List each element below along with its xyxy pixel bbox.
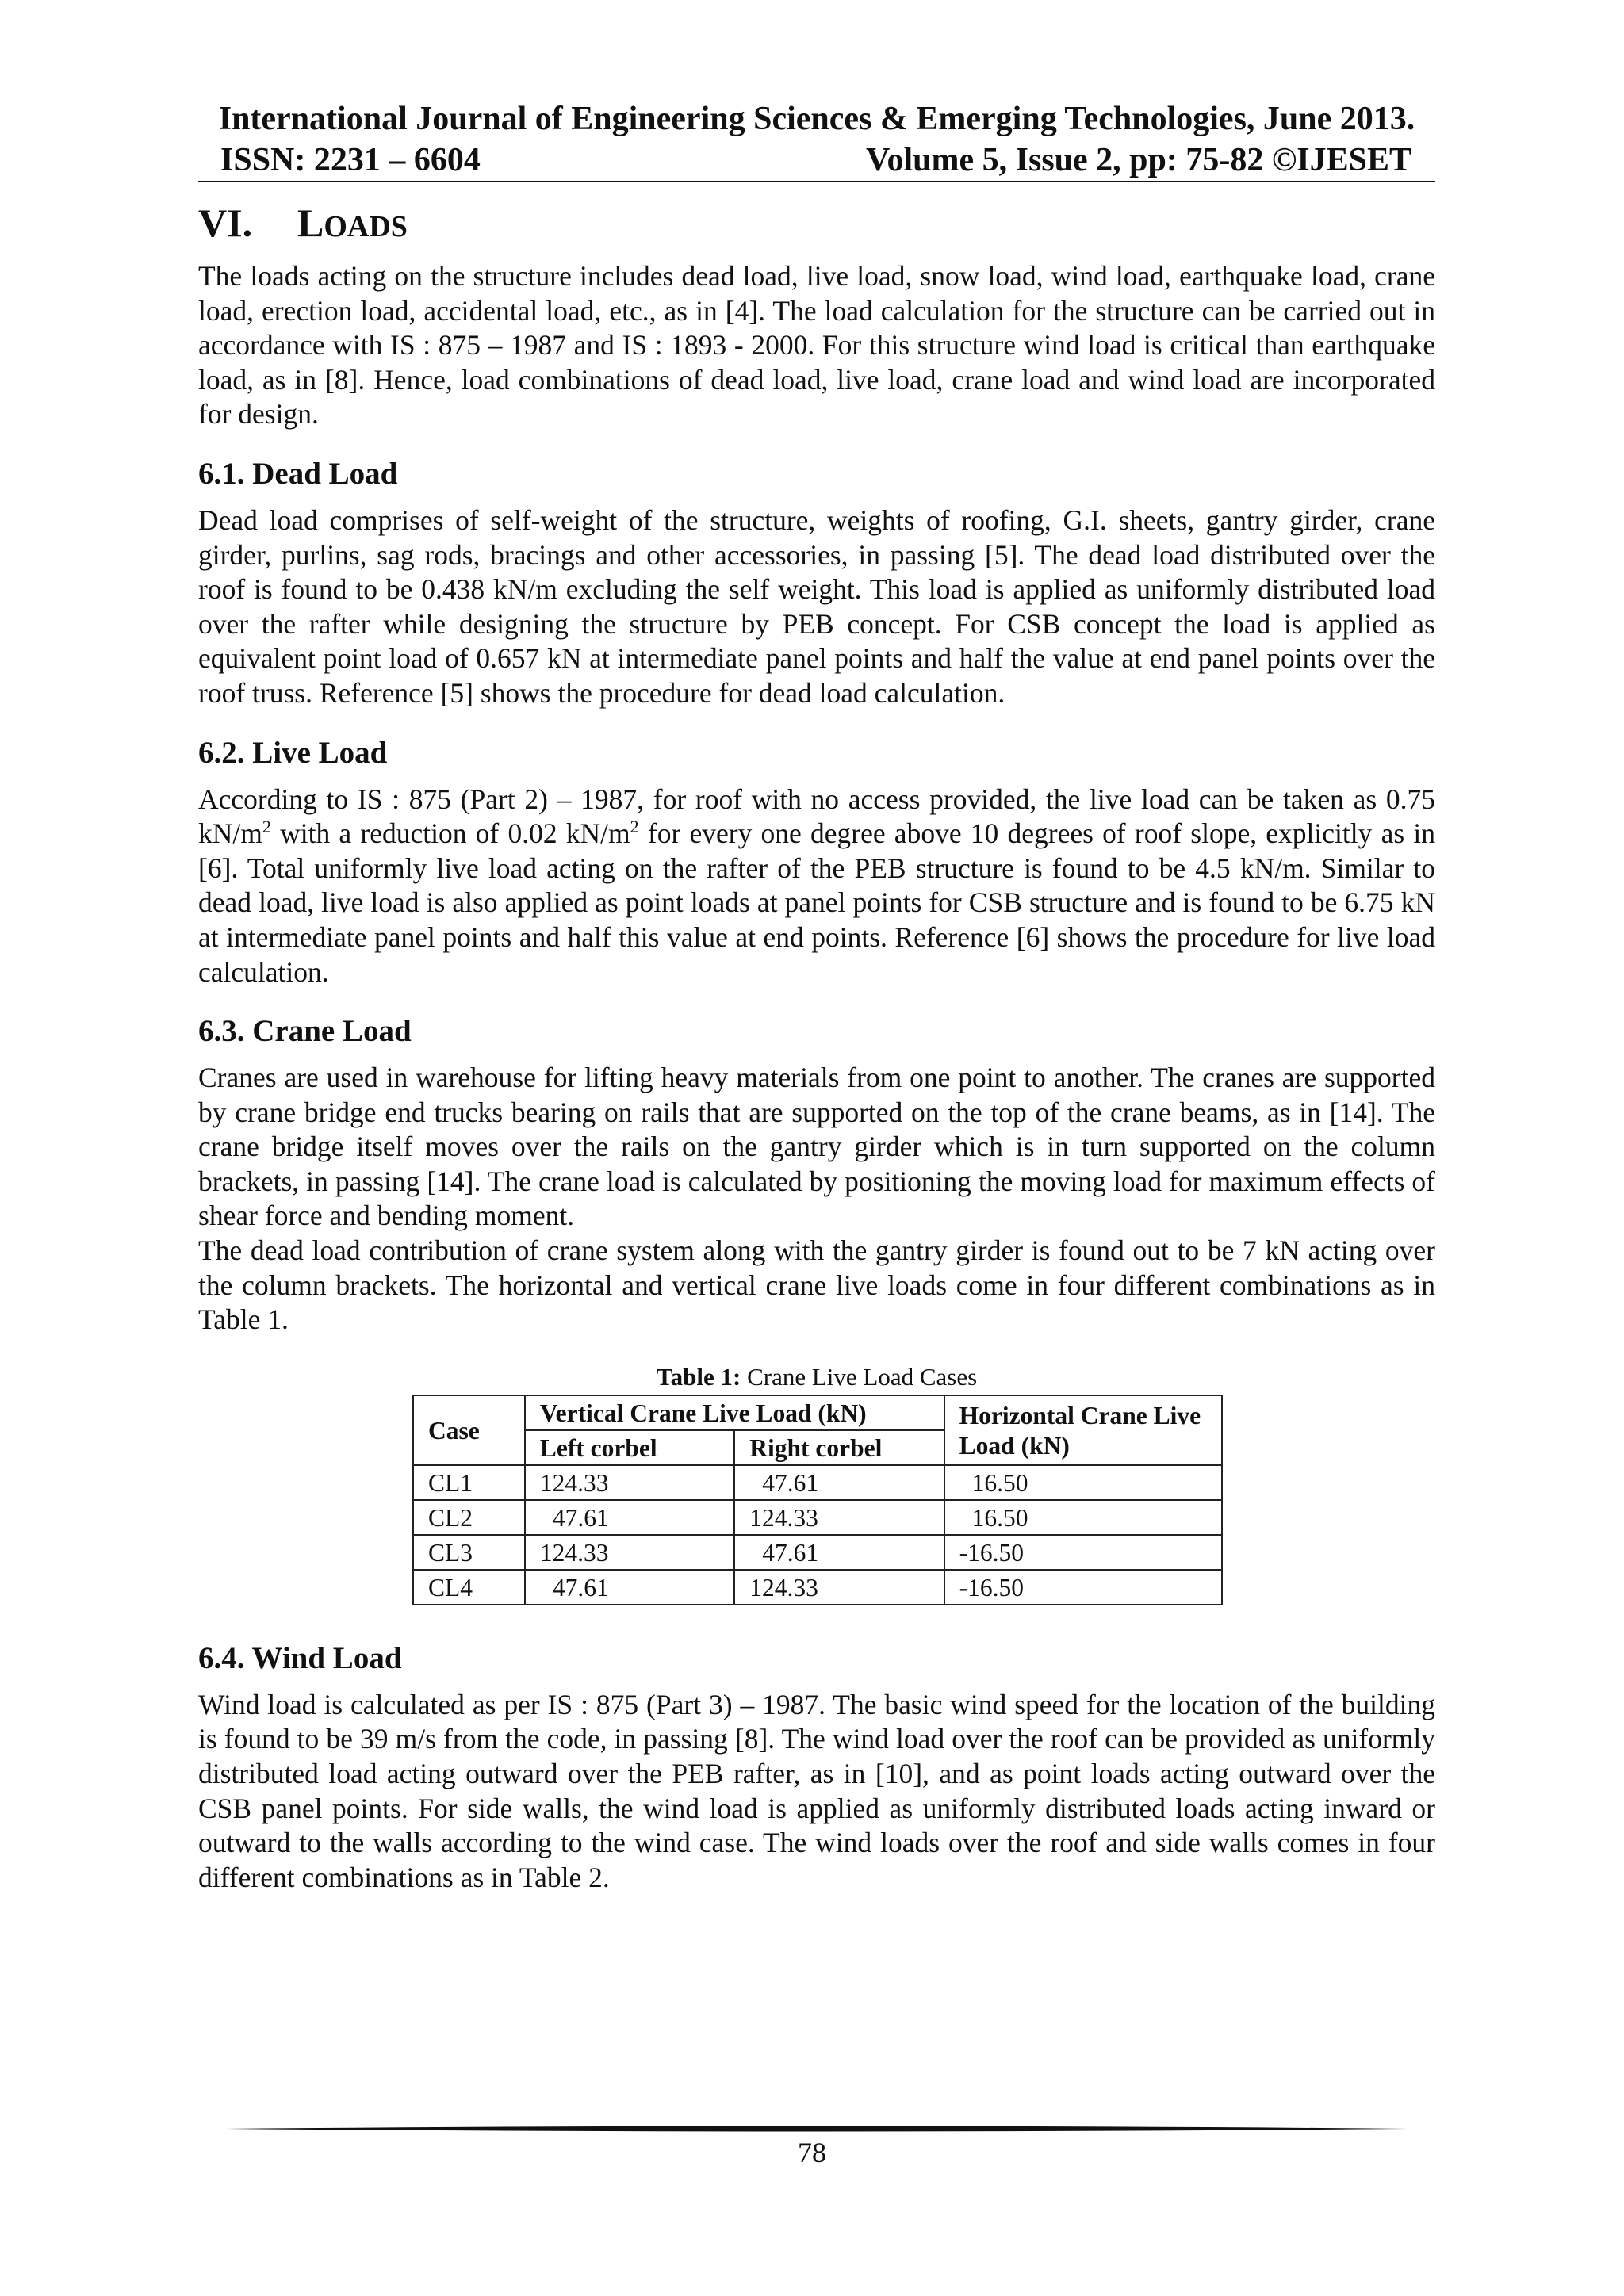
cell-case: CL1 (413, 1465, 525, 1500)
volume-info: Volume 5, Issue 2, pp: 75-82 ©IJESET (866, 142, 1411, 178)
section-number: VI. (198, 201, 253, 245)
cell-horizontal: -16.50 (944, 1535, 1222, 1570)
cell-case: CL4 (413, 1570, 525, 1605)
footer-rule (226, 2125, 1408, 2133)
cell-left: 47.61 (525, 1570, 734, 1605)
col-left-corbel: Left corbel (525, 1430, 734, 1465)
section-name: LOADS (297, 201, 408, 245)
crane-load-heading: 6.3. Crane Load (198, 1014, 412, 1049)
col-right-corbel: Right corbel (734, 1430, 944, 1465)
cell-right: 124.33 (734, 1570, 944, 1605)
cell-horizontal: 16.50 (944, 1500, 1222, 1535)
issn: ISSN: 2231 – 6604 (220, 142, 481, 178)
col-vertical: Vertical Crane Live Load (kN) (525, 1395, 944, 1430)
cell-left: 124.33 (525, 1535, 734, 1570)
cell-left: 124.33 (525, 1465, 734, 1500)
cell-case: CL2 (413, 1500, 525, 1535)
cell-case: CL3 (413, 1535, 525, 1570)
crane-load-paragraph-1: Cranes are used in warehouse for lifting heavy materials from one point to another. The cranes are supported by crane bridge end trucks bearing on rails that are supported on the top of the crane beams, as in [14]. The crane bridge itself moves over the rails on the gantry girder which is in turn supported on the column brackets, in passing [14]. The crane load is calculated by positioning the moving load for maximum effects of shear force and bending moment. (198, 1062, 1435, 1232)
cell-left: 47.61 (525, 1500, 734, 1535)
dead-load-heading: 6.1. Dead Load (198, 456, 398, 491)
col-case: Case (413, 1395, 525, 1465)
cell-right: 47.61 (734, 1465, 944, 1500)
wind-load-heading: 6.4. Wind Load (198, 1640, 402, 1675)
table-header-row (413, 1395, 1222, 1430)
table-row (413, 1465, 1222, 1500)
table-1-caption: Table 1: Crane Live Load Cases (656, 1362, 978, 1391)
cell-horizontal: 16.50 (944, 1465, 1222, 1500)
crane-live-load-table (412, 1395, 1223, 1605)
col-horizontal: Horizontal Crane Live Load (kN) (944, 1395, 1222, 1465)
section-intro-paragraph: The loads acting on the structure includes dead load, live load, snow load, wind load, earthquake load, crane load, erection load, accidental load, etc., as in [4]. The load calculation for the structure can be carried out in accordance with IS : 875 – 1987 and IS : 1893 - 2000. For this structure wind load is critical than earthquake load, as in [8]. Hence, load combinations of dead load, live load, crane load and wind load are incorporated for design. (198, 260, 1435, 430)
issn-volume-line (198, 140, 1435, 181)
table-row (413, 1570, 1222, 1605)
table-row (413, 1500, 1222, 1535)
header-rule (198, 181, 1435, 182)
live-load-heading: 6.2. Live Load (198, 735, 388, 770)
section-title (198, 195, 1435, 254)
journal-title: International Journal of Engineering Sciences & Emerging Technologies, June 2013. (218, 101, 1415, 137)
cell-horizontal: -16.50 (944, 1570, 1222, 1605)
table-row (413, 1535, 1222, 1570)
live-load-paragraph: According to IS : 875 (Part 2) – 1987, for roof with no access provided, the live load can be taken as 0.75 $kN/m^2$ with a reduction of 0.02 $kN/m^2$ for every one degree above 10 degrees of roof slope, explicitly as in [6]. Total uniformly live load acting on the rafter of the PEB structure is found to be 4.5 kN/m. Similar to dead load, live load is also applied as point loads at panel points for CSB structure and is found to be 6.75 kN at intermediate panel points and half this value at end points. Reference [6] shows the procedure for live load calculation. (198, 783, 1435, 988)
running-header (198, 98, 1435, 181)
page-number: 78 (798, 2137, 826, 2168)
cell-right: 47.61 (734, 1535, 944, 1570)
wind-load-paragraph: Wind load is calculated as per IS : 875 (Part 3) – 1987. The basic wind speed for the location of the building is found to be 39 m/s from the code, in passing [8]. The wind load over the roof can be provided as uniformly distributed load acting outward over the PEB rafter, as in [10], and as point loads acting outward over the CSB panel points. For side walls, the wind load is applied as uniformly distributed loads acting inward or outward to the walls according to the wind case. The wind loads over the roof and side walls comes in four different combinations as in Table 2. (198, 1688, 1435, 1893)
crane-load-paragraph-2: The dead load contribution of crane system along with the gantry girder is found out to be 7 kN acting over the column brackets. The horizontal and vertical crane live loads come in four different combinations as in Table 1. (198, 1234, 1435, 1336)
cell-right: 124.33 (734, 1500, 944, 1535)
dead-load-paragraph: Dead load comprises of self-weight of the structure, weights of roofing, G.I. sheets, gantry girder, crane girder, purlins, sag rods, bracings and other accessories, in passing [5]. The dead load distributed over the roof is found to be 0.438 kN/m excluding the self weight. This load is applied as uniformly distributed load over the rafter while designing the structure by PEB concept. For CSB concept the load is applied as equivalent point load of 0.657 kN at intermediate panel points and half the value at end panel points over the roof truss. Reference [5] shows the procedure for dead load calculation. (198, 503, 1435, 709)
article-body (198, 195, 1435, 1895)
